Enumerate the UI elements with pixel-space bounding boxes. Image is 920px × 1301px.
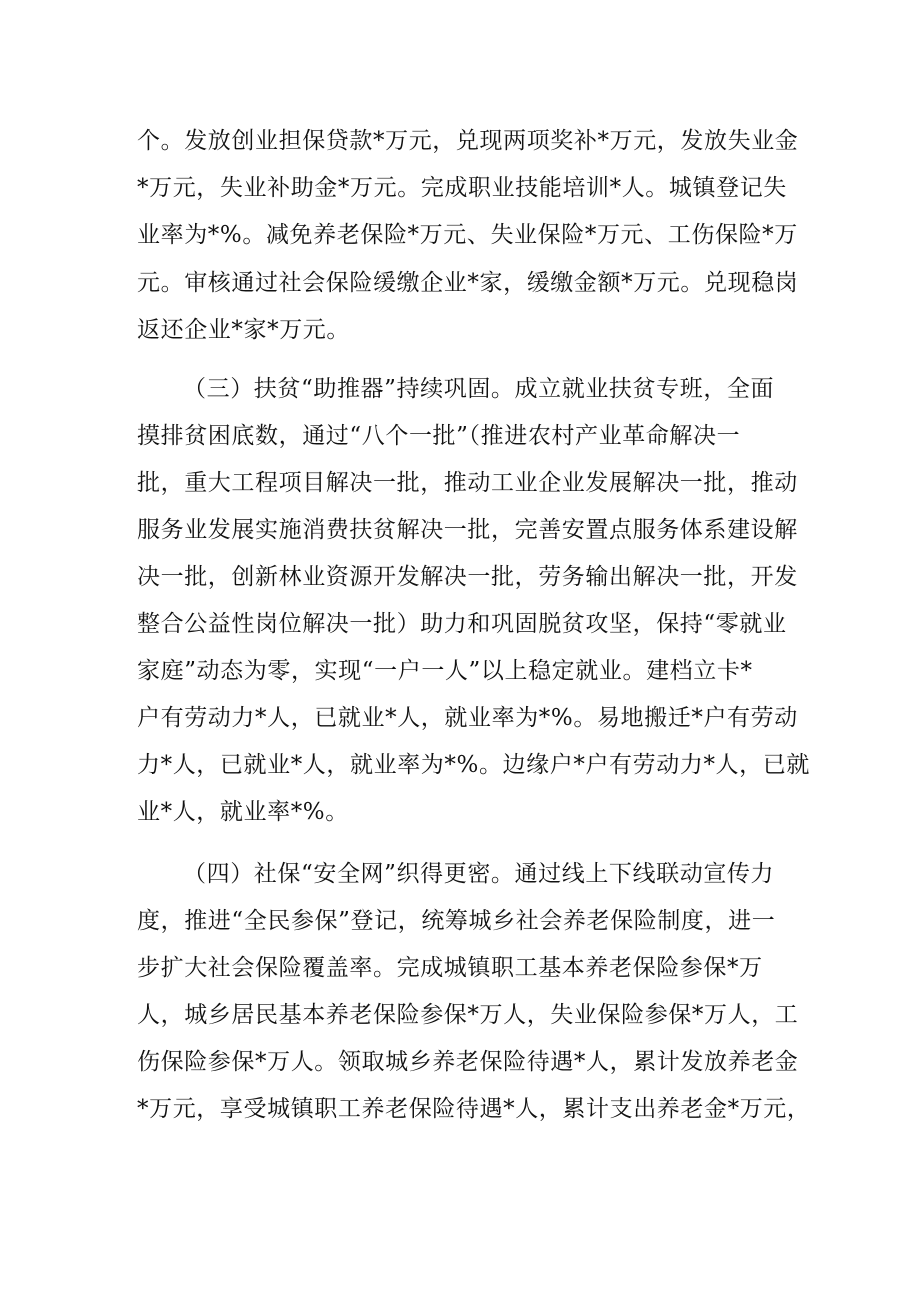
paragraph-line: 业*人，就业率*%。: [137, 799, 349, 825]
paragraph-line: *万元，失业补助金*万元。完成职业技能培训*人。城镇登记失: [137, 175, 787, 201]
paragraph-line: 人，城乡居民基本养老保险参保*万人，失业保险参保*万人，工: [137, 1002, 799, 1028]
paragraph-line: 度，推进“全民参保”登记，统筹城乡社会养老保险制度，进一: [137, 908, 776, 934]
paragraph-line: 决一批，创新林业资源开发解决一批，劳务输出解决一批，开发: [137, 564, 798, 590]
paragraph-line: 服务业发展实施消费扶贫解决一批，完善安置点服务体系建设解: [137, 517, 798, 543]
paragraph-line: 业率为*%。减免养老保险*万元、失业保险*万元、工伤保险*万: [137, 222, 798, 248]
paragraph-line: 步扩大社会保险覆盖率。完成城镇职工基本养老保险参保*万: [137, 955, 763, 981]
section-heading-line: （三）扶贫“助推器”持续巩固。成立就业扶贫专班，全面: [183, 376, 775, 402]
paragraph-line: 整合公益性岗位解决一批）助力和巩固脱贫攻坚，保持“零就业: [137, 611, 787, 637]
section-heading-line: （四）社保“安全网”织得更密。通过线上下线联动宣传力: [183, 861, 775, 887]
paragraph-line: *万元，享受城镇职工养老保险待遇*人，累计支出养老金*万元，: [137, 1096, 811, 1122]
paragraph-line: 返还企业*家*万元。: [137, 317, 350, 343]
paragraph-line: 伤保险参保*万人。领取城乡养老保险待遇*人，累计发放养老金: [137, 1049, 799, 1075]
paragraph-line: 元。审核通过社会保险缓缴企业*家，缓缴金额*万元。兑现稳岗: [137, 270, 799, 296]
paragraph-line: 摸排贫困底数，通过“八个一批”（推进农村产业革命解决一: [137, 423, 741, 449]
paragraph-line: 批，重大工程项目解决一批，推动工业企业发展解决一批，推动: [137, 470, 798, 496]
paragraph-line: 力*人，已就业*人，就业率为*%。边缘户*户有劳动力*人，已就: [137, 752, 810, 778]
paragraph-line: 个。发放创业担保贷款*万元，兑现两项奖补*万元，发放失业金: [137, 128, 799, 154]
paragraph-line: 家庭”动态为零，实现“一户一人”以上稳定就业。建档立卡*: [137, 658, 753, 684]
paragraph-line: 户有劳动力*人，已就业*人，就业率为*%。易地搬迁*户有劳动: [137, 705, 798, 731]
